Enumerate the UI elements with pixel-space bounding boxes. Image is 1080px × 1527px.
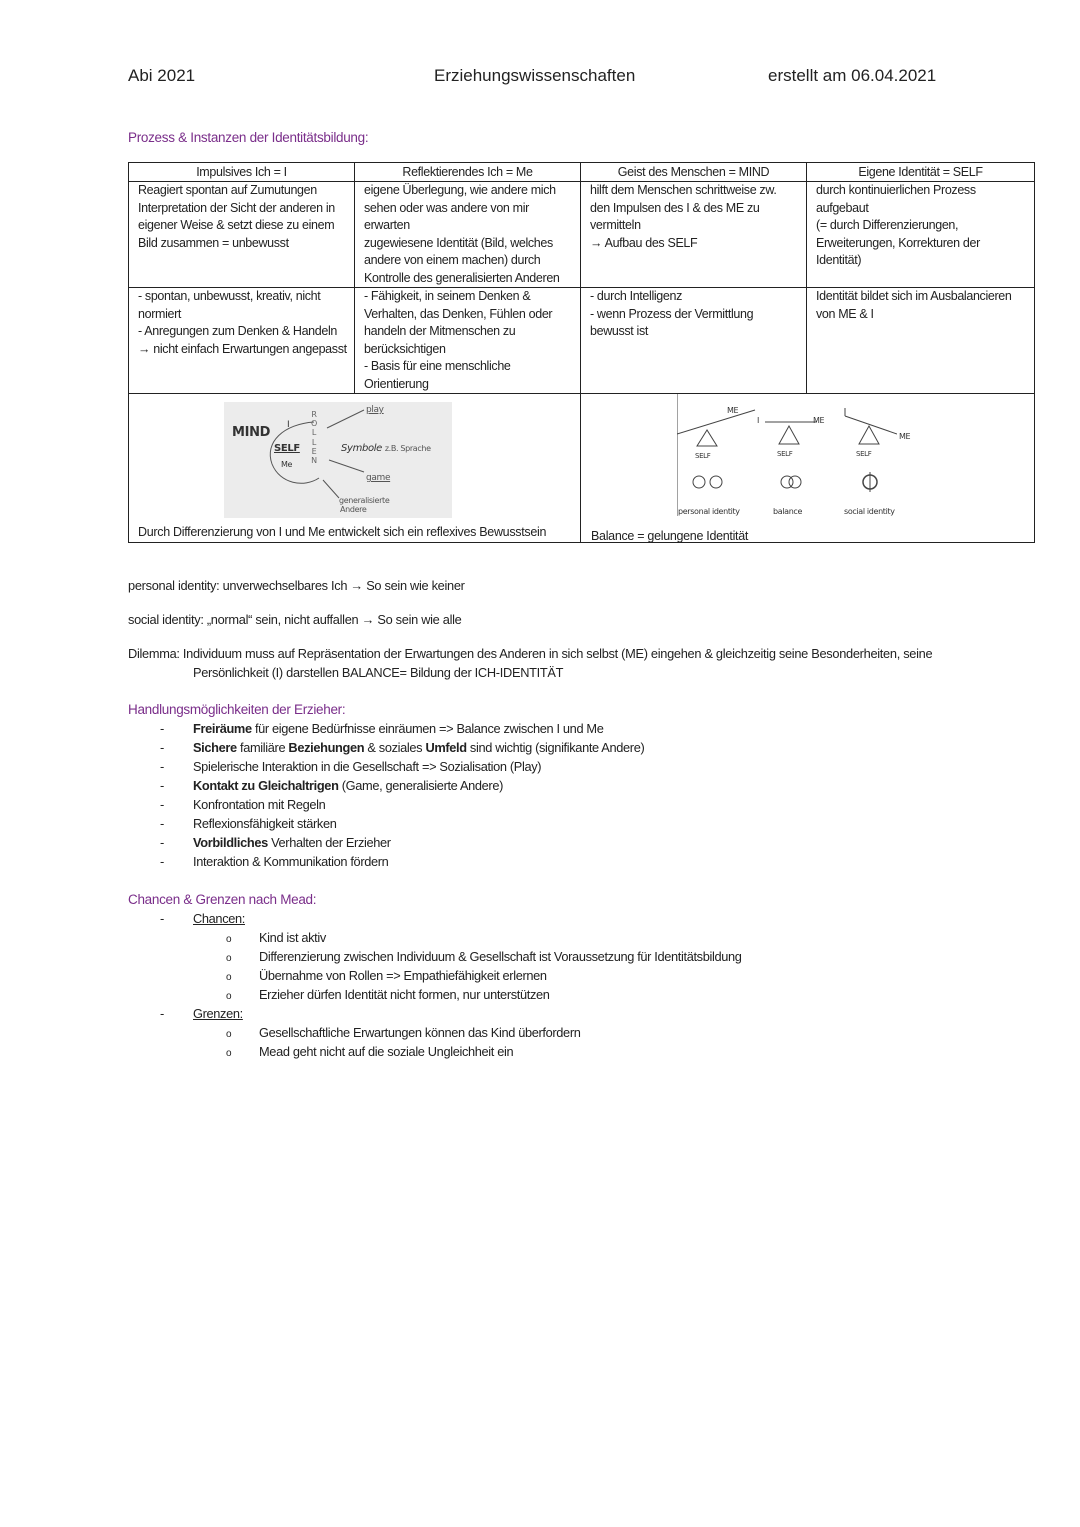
generalized-other-label: generalisierte Andere — [339, 496, 390, 514]
i-label: I — [287, 420, 290, 430]
list-item: - Interaktion & Kommunikation fördern — [160, 854, 389, 869]
identity-table — [128, 162, 1035, 543]
col-header-mind: Geist des Menschen = MIND — [581, 163, 807, 182]
self-label: SELF — [274, 443, 300, 454]
col-header-self: Eigene Identität = SELF — [807, 163, 1035, 182]
rollen-label: R O L L E N — [311, 410, 317, 466]
personal-identity-text: personal identity: unverwechselbares Ich → So sein wie keiner — [128, 578, 465, 593]
list-item: - Spielerische Interaktion in die Gesellschaft => Sozialisation (Play) — [160, 759, 542, 774]
section-title-mead: Chancen & Grenzen nach Mead: — [128, 892, 317, 907]
cell-i-traits: - spontan, unbewusst, kreativ, nicht normiert - Anregungen zum Denken & Handeln → nicht einfach Erwartungen angepasst — [129, 288, 355, 394]
balance-self-1: SELF — [695, 452, 711, 460]
balance-me-mid: ME — [813, 416, 825, 425]
dilemma-text-1: Dilemma: Individuum muss auf Repräsentation der Erwartungen des Anderen in sich selbst (ME) eingehen & gleichzeitig seine Besonderheiten, seine — [128, 646, 933, 661]
mind-diagram — [224, 402, 452, 518]
mind-caption: Durch Differenzierung von I und Me entwickelt sich ein reflexives Bewusstsein — [138, 525, 547, 539]
balance-me-top: ME — [727, 406, 739, 415]
label-social-identity: social identity — [844, 507, 895, 516]
cell-i-definition: Reagiert spontan auf Zumutungen Interpretation der Sicht der anderen in eigener Weise & setzt diese zu einem Bild zusammen = unbewusst — [129, 182, 355, 288]
grenzen-heading: - Grenzen: — [160, 1006, 243, 1021]
col-header-i: Impulsives Ich = I — [129, 163, 355, 182]
balance-diagram — [677, 394, 911, 518]
symbole-label: Symbole z.B. Sprache — [341, 443, 431, 454]
table-row — [129, 394, 1035, 543]
table-row — [129, 182, 1035, 288]
table-header-row — [129, 163, 1035, 182]
dilemma-text-2: Persönlichkeit (I) darstellen BALANCE= Bildung der ICH-IDENTITÄT — [193, 665, 564, 680]
cell-me-definition: eigene Überlegung, wie andere mich sehen oder was andere von mir erwarten zugewiesene Identität (Bild, welches andere von einem machen) durch Kontrolle des generalisierten Anderen — [355, 182, 581, 288]
balance-self-2: SELF — [777, 450, 793, 458]
header-title: Erziehungswissenschaften — [434, 66, 636, 85]
list-item: - Sichere familiäre Beziehungen & soziales Umfeld sind wichtig (signifikante Andere) — [160, 740, 645, 755]
mind-diagram-lines — [224, 402, 452, 518]
list-item: - Vorbildliches Verhalten der Erzieher — [160, 835, 391, 850]
cell-mind-diagram — [129, 394, 581, 543]
list-item: o Erzieher dürfen Identität nicht formen, nur unterstützen — [226, 987, 550, 1002]
game-label: game — [366, 473, 391, 483]
play-label: play — [366, 405, 384, 415]
section-title-actions: Handlungsmöglichkeiten der Erzieher: — [128, 702, 346, 717]
balance-i-mid: I — [757, 416, 760, 425]
list-item: o Mead geht nicht auf die soziale Ungleichheit ein — [226, 1044, 514, 1059]
balance-caption: Balance = gelungene Identität — [591, 529, 749, 543]
cell-mind-definition: hilft dem Menschen schrittweise zw. den Impulsen des I & des ME zu vermitteln → Aufbau des SELF — [581, 182, 807, 288]
list-item: - Konfrontation mit Regeln — [160, 797, 326, 812]
header-left: Abi 2021 — [128, 66, 196, 85]
list-item: - Freiräume für eigene Bedürfnisse einräumen => Balance zwischen I und Me — [160, 721, 604, 736]
list-item: o Gesellschaftliche Erwartungen können das Kind überfordern — [226, 1025, 581, 1040]
list-item: - Kontakt zu Gleichaltrigen (Game, generalisierte Andere) — [160, 778, 504, 793]
header-date: erstellt am 06.04.2021 — [768, 66, 937, 85]
cell-mind-traits: - durch Intelligenz - wenn Prozess der Vermittlung bewusst ist — [581, 288, 807, 394]
me-label: Me — [281, 460, 293, 469]
list-item: o Übernahme von Rollen => Empathiefähigkeit erlernen — [226, 968, 547, 983]
social-identity-text: social identity: „normal“ sein, nicht auffallen → So sein wie alle — [128, 612, 462, 627]
list-item: o Kind ist aktiv — [226, 930, 326, 945]
label-personal-identity: personal identity — [678, 507, 740, 516]
cell-balance-diagram — [581, 394, 1035, 543]
balance-self-3: SELF — [856, 450, 872, 458]
cell-me-traits: - Fähigkeit, in seinem Denken & Verhalten, das Denken, Fühlen oder handeln der Mitmenschen zu berücksichtigen - Basis für eine menschliche Orientierung — [355, 288, 581, 394]
label-balance: balance — [773, 507, 803, 516]
list-item: o Differenzierung zwischen Individuum & Gesellschaft ist Voraussetzung für Identitätsbildung — [226, 949, 742, 964]
table-row — [129, 288, 1035, 394]
col-header-me: Reflektierendes Ich = Me — [355, 163, 581, 182]
section-title-identity: Prozess & Instanzen der Identitätsbildung: — [128, 130, 369, 145]
chancen-heading: - Chancen: — [160, 911, 245, 926]
mind-label: MIND — [232, 425, 271, 440]
balance-me-right: ME — [899, 432, 911, 441]
cell-self-traits: Identität bildet sich im Ausbalancieren von ME & I — [807, 288, 1035, 394]
cell-self-definition: durch kontinuierlichen Prozess aufgebaut (= durch Differenzierungen, Erweiterungen, Korrekturen der Identität) — [807, 182, 1035, 288]
list-item: - Reflexionsfähigkeit stärken — [160, 816, 337, 831]
